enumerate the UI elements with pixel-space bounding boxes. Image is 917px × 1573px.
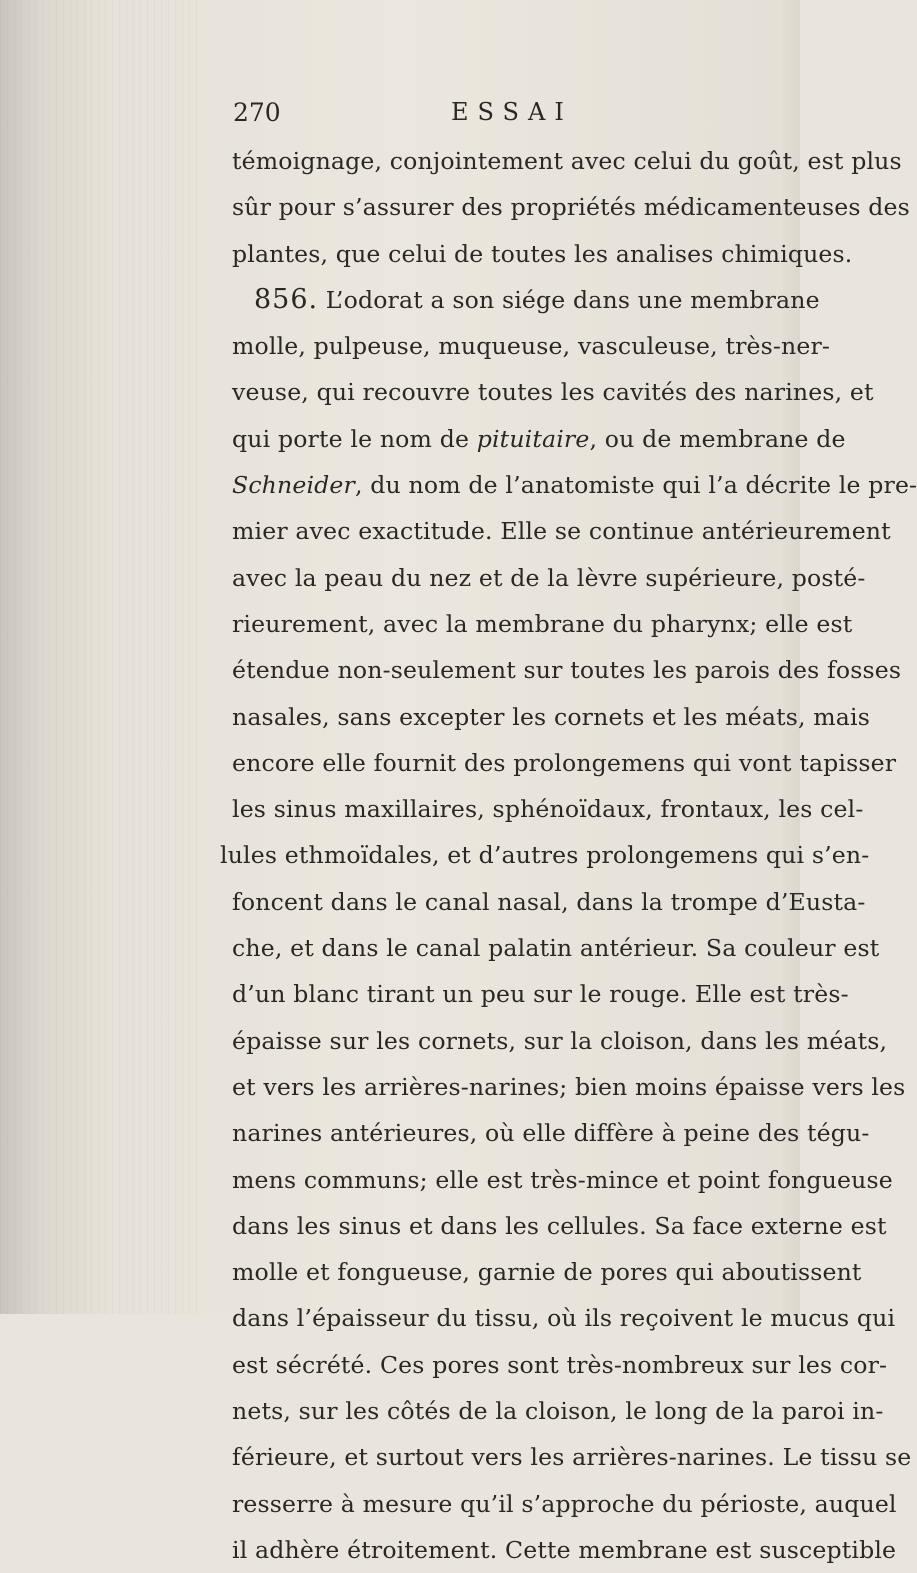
- text-line: che, et dans le canal palatin antérieur. Sa couleur est: [232, 934, 880, 963]
- section-text: L’odorat a son siége dans une membrane: [318, 285, 820, 314]
- text-line: et vers les arrières-narines; bien moins épaisse vers les: [232, 1072, 906, 1101]
- text-line: molle et fongueuse, garnie de pores qui aboutissent: [232, 1258, 862, 1287]
- text-line: [232, 416, 846, 462]
- text-line: il adhère étroitement. Cette membrane est susceptible: [232, 1535, 897, 1564]
- text-line: avec la peau du nez et de la lèvre supérieure, posté-: [232, 563, 866, 592]
- italic-term: Schneider: [232, 471, 355, 500]
- text-line: témoignage, conjointement avec celui du goût, est plus: [232, 147, 902, 175]
- page-gutter: [0, 0, 200, 1314]
- text-line: rieurement, avec la membrane du pharynx; elle est: [232, 609, 853, 638]
- text-line: dans les sinus et dans les cellules. Sa face externe est: [232, 1211, 887, 1240]
- text-line: mier avec exactitude. Elle se continue antérieurement: [232, 517, 891, 546]
- text-line: nasales, sans excepter les cornets et les méats, mais: [232, 702, 870, 731]
- text-line: resserre à mesure qu’il s’approche du périoste, auquel: [232, 1489, 897, 1518]
- running-title: ESSAI: [451, 98, 573, 126]
- text-line: est sécrété. Ces pores sont très-nombreux sur les cor-: [232, 1350, 888, 1379]
- section-number: 856.: [254, 283, 319, 315]
- text-run: qui porte le nom de: [232, 424, 477, 453]
- section-line: [232, 277, 820, 323]
- text-line: d’un blanc tirant un peu sur le rouge. Elle est très-: [232, 980, 849, 1009]
- text-line: narines antérieures, où elle diffère à peine des tégu-: [232, 1119, 870, 1148]
- text-line: plantes, que celui de toutes les analises chimiques.: [232, 239, 853, 268]
- text-line: veuse, qui recouvre toutes les cavités des narines, et: [232, 378, 874, 407]
- text-line: étendue non-seulement sur toutes les parois des fosses: [232, 656, 902, 685]
- text-line: lules ethmoïdales, et d’autres prolongemens qui s’en-: [220, 841, 870, 870]
- text-run: , du nom de l’anatomiste qui l’a décrite le pre-: [354, 471, 917, 500]
- text-line: les sinus maxillaires, sphénoïdaux, frontaux, les cel-: [232, 795, 864, 824]
- running-head: [233, 98, 773, 134]
- text-line: molle, pulpeuse, muqueuse, vasculeuse, très-ner-: [232, 332, 830, 361]
- text-line: encore elle fournit des prolongemens qui vont tapisser: [232, 748, 897, 777]
- italic-term: pituitaire: [476, 424, 590, 453]
- text-line: [232, 462, 917, 508]
- text-line: foncent dans le canal nasal, dans la trompe d’Eusta-: [232, 887, 866, 916]
- body-text: [220, 138, 917, 1573]
- text-line: mens communs; elle est très-mince et point fongueuse: [232, 1165, 893, 1194]
- text-line: nets, sur les côtés de la cloison, le long de la paroi in-: [232, 1397, 884, 1426]
- text-line: férieure, et surtout vers les arrières-narines. Le tissu se: [232, 1443, 912, 1472]
- text-line: dans l’épaisseur du tissu, où ils reçoivent le mucus qui: [232, 1304, 896, 1333]
- text-line: sûr pour s’assurer des propriétés médicamenteuses des: [232, 193, 910, 222]
- text-run: , ou de membrane de: [589, 424, 846, 453]
- text-line: épaisse sur les cornets, sur la cloison, dans les méats,: [232, 1026, 888, 1055]
- page-number: 270: [233, 98, 281, 127]
